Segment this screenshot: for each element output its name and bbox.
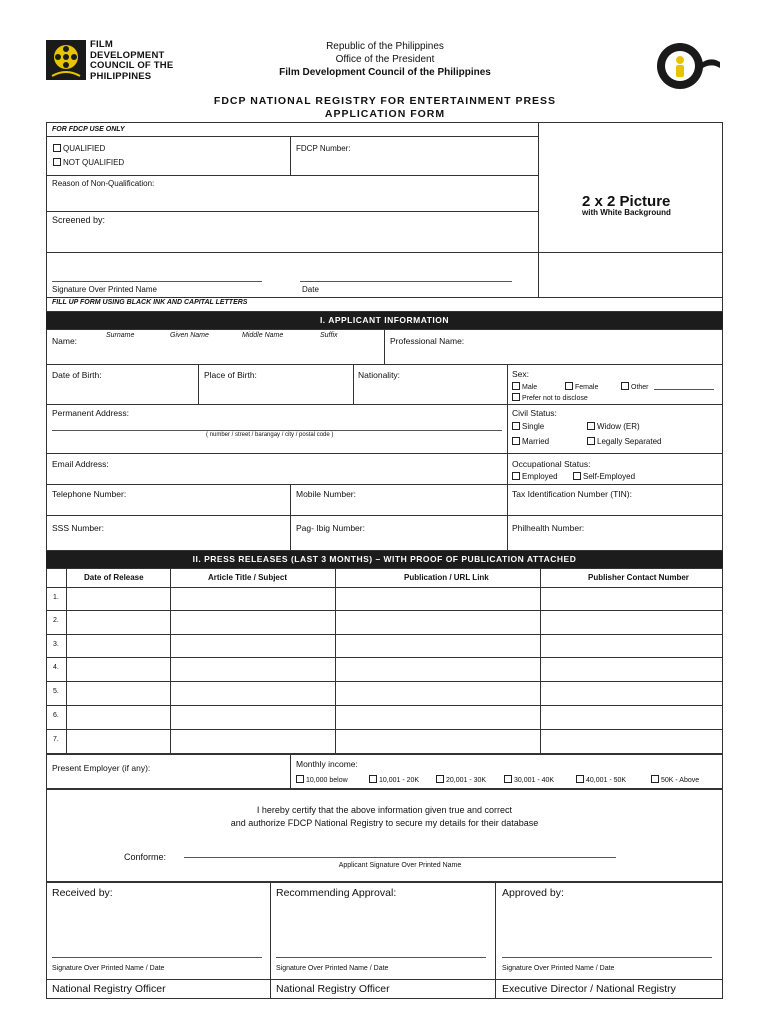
table-row: 7. [53,736,59,743]
income-option-1[interactable] [296,775,348,784]
sss-label: SSS Number: [52,523,104,533]
employed-option[interactable] [512,472,558,481]
female-checkbox[interactable] [565,382,573,390]
dob-label: Date of Birth: [52,370,102,380]
nationality-label: Nationality: [358,370,401,380]
employed-label: Employed [522,472,558,481]
occupational-status-label: Occupational Status: [512,459,591,469]
permanent-address-label: Permanent Address: [52,408,130,418]
professional-name-label: Professional Name: [390,336,465,346]
screened-by-label: Screened by: [52,215,106,225]
table-row: 6. [53,712,59,719]
pagibig-label: Pag- Ibig Number: [296,523,365,533]
name-label: Name: [52,336,78,346]
single-option[interactable] [512,422,544,431]
other-checkbox[interactable] [621,382,629,390]
fdcp-logo [46,40,186,84]
separated-option[interactable] [587,437,662,446]
qualified-label: QUALIFIED [63,144,106,153]
form-title-line2: APPLICATION FORM [324,108,446,120]
single-label: Single [522,422,545,431]
fdcp-use-section [46,122,723,312]
income-label: 40,001 - 50K [586,777,627,784]
approved-role: Executive Director / National Registry [502,983,676,995]
married-label: Married [522,437,550,446]
monthly-income-label: Monthly income: [296,759,358,769]
org-line: DEVELOPMENT [90,49,165,61]
qualified-option[interactable] [53,144,105,153]
col-date-release: Date of Release [84,573,144,582]
self-employed-option[interactable] [573,472,635,481]
income-label: 20,001 - 30K [446,777,487,784]
col-publication: Publication / URL Link [404,573,489,582]
mobile-label: Mobile Number: [296,489,356,499]
income-option-2[interactable] [369,775,419,784]
picture-title: 2 x 2 Picture [582,193,671,210]
office-text: Office of the President [335,54,435,65]
single-checkbox[interactable] [512,422,520,430]
income-label: 10,001 - 20K [379,777,420,784]
col-contact: Publisher Contact Number [588,573,689,582]
received-role: National Registry Officer [52,983,166,995]
received-by-label: Received by: [52,887,113,899]
income-checkbox[interactable] [296,775,304,783]
income-checkbox[interactable] [504,775,512,783]
income-label: 50K - Above [661,777,700,784]
income-label: 10,000 below [306,777,348,784]
income-label: 30,001 - 40K [514,777,555,784]
philhealth-label: Philhealth Number: [512,523,585,533]
other-option[interactable] [621,382,649,391]
applicant-section-title: I. APPLICANT INFORMATION [46,312,723,329]
widow-option[interactable] [587,422,640,431]
address-hint: ( number / street / barangay / city / postal code ) [206,432,334,438]
certify-line1: I hereby certify that the above information given true and correct [256,805,513,815]
surname-label: Surname [106,332,135,339]
republic-text: Republic of the Philippines [326,41,444,52]
pob-label: Place of Birth: [204,370,257,380]
income-option-3[interactable] [436,775,486,784]
sex-label: Sex: [512,369,530,379]
income-checkbox[interactable] [651,775,659,783]
fill-note: FILL UP FORM USING BLACK INK AND CAPITAL LETTERS [52,299,248,306]
married-checkbox[interactable] [512,437,520,445]
income-option-5[interactable] [576,775,626,784]
table-row: 3. [53,641,59,648]
prefer-not-checkbox[interactable] [512,393,520,401]
approved-by-label: Approved by: [502,887,564,899]
widow-checkbox[interactable] [587,422,595,430]
approvals-section [46,882,723,999]
suffix-label: Suffix [320,332,338,339]
reason-label: Reason of Non-Qualification: [52,179,155,188]
press-section-title: II. PRESS RELEASES (LAST 3 MONTHS) – WITH PROOF OF PUBLICATION ATTACHED [46,551,723,568]
female-label: Female [575,384,599,391]
self-employed-checkbox[interactable] [573,472,581,480]
fdcp-use-heading: FOR FDCP USE ONLY [52,126,125,133]
prefer-not-option[interactable] [512,393,588,402]
fdcp-number-label: FDCP Number: [296,144,351,153]
self-employed-label: Self-Employed [583,472,636,481]
recommending-role: National Registry Officer [276,983,390,995]
col-article-title: Article Title / Subject [208,573,287,582]
widow-label: Widow (ER) [597,422,640,431]
male-option[interactable] [512,382,537,391]
form-title-line1: FDCP NATIONAL REGISTRY FOR ENTERTAINMENT PRESS [213,95,557,107]
not-qualified-checkbox[interactable] [53,158,61,166]
org-line: COUNCIL OF THE [90,60,174,71]
not-qualified-label: NOT QUALIFIED [63,158,125,167]
income-checkbox[interactable] [576,775,584,783]
female-option[interactable] [565,382,598,391]
org-line: FILM [90,39,113,50]
prefer-not-label: Prefer not to disclose [522,395,588,402]
email-label: Email Address: [52,459,109,469]
present-employer-label: Present Employer (if any): [52,763,151,773]
recommending-approval-label: Recommending Approval: [276,887,397,899]
table-row: 4. [53,664,59,671]
income-checkbox[interactable] [369,775,377,783]
income-option-4[interactable] [504,775,554,784]
seal-emblem [656,38,722,94]
date-label: Date [302,285,319,294]
seal-icon [656,38,722,94]
press-table [46,568,723,754]
married-option[interactable] [512,437,549,446]
film-reel-icon [46,40,86,84]
other-label: Other [631,384,649,391]
table-row: 5. [53,688,59,695]
signature-label: Signature Over Printed Name [52,285,157,294]
received-signature-label: Signature Over Printed Name / Date [52,965,165,972]
agency-text: Film Development Council of the Philippines [279,67,491,78]
telephone-label: Telephone Number: [52,489,127,499]
separated-label: Legally Separated [597,437,662,446]
income-option-6[interactable] [651,775,699,784]
tin-label: Tax Identification Number (TIN): [512,489,632,499]
recommending-signature-label: Signature Over Printed Name / Date [276,965,389,972]
applicant-signature-label: Applicant Signature Over Printed Name [338,862,462,869]
civil-status-label: Civil Status: [512,408,557,418]
table-row: 2. [53,617,59,624]
not-qualified-option[interactable] [53,158,124,167]
qualified-checkbox[interactable] [53,144,61,152]
table-row: 1. [53,594,59,601]
given-name-label: Given Name [170,332,209,339]
employed-checkbox[interactable] [512,472,520,480]
approved-signature-label: Signature Over Printed Name / Date [502,965,615,972]
separated-checkbox[interactable] [587,437,595,445]
middle-name-label: Middle Name [242,332,284,339]
org-line: PHILIPPINES [90,70,152,82]
certify-line2: and authorize FDCP National Registry to secure my details for their database [230,818,539,828]
conforme-label: Conforme: [124,852,167,862]
male-label: Male [522,384,538,391]
income-checkbox[interactable] [436,775,444,783]
male-checkbox[interactable] [512,382,520,390]
picture-subtitle: with White Background [582,208,671,217]
